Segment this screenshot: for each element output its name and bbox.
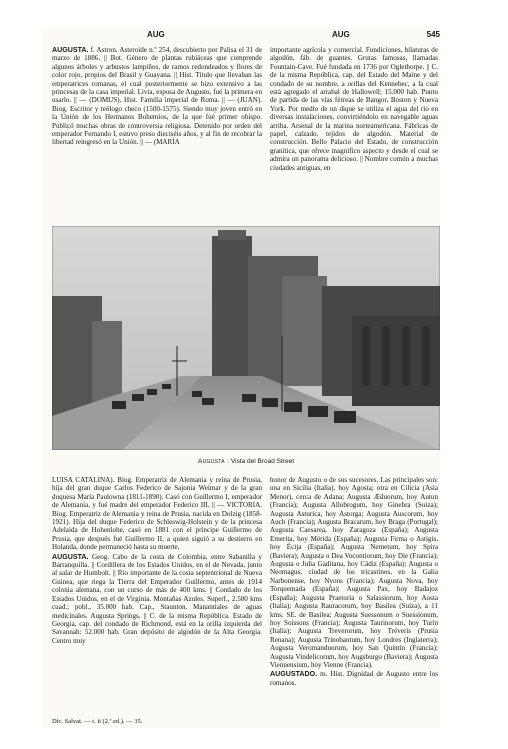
entry-text: m. Hist. Dignidad de Augusto entre los romanos. [270,670,438,687]
column-bottom-right [270,476,438,716]
headword: AUGUSTADO. [270,670,318,679]
entry-text: f. Astron. Asteroide n.º 254, descubierto por Palisa el 31 de marzo de 1886. || Bot. Género de plantas rubiáceas que comprende algunos árboles y arbustos lampiños, de ramos redondeados y flores de color rojo, propios del Brasil y Guayana. || Hist. Título que llevaban las emperatrices romanas, el cual posteriormente se hizo extensivo a las princesas de la casa imperial. Livia, esposa de Augusto, fué la primera en usarlo. || — (DOMUS). Hist. Familia imperial de Roma. || — (JUAN). Biog. Escritor y teólogo checo (1500-1575). Siendo muy joven entró en la Unión de los Hermanos Bohemios, de la que fué primer obispo. Publicó muchas obras de controversia religiosa. Detenido por orden del emperador Fernando I, estuvo preso dieciséis años, y al fin de recobrar la libertad reingresó en la Unión. || — (MARÍA [52,46,262,147]
running-header [42,28,440,42]
entry-continuation: importante agrícola y comercial. Fundiciones, hilaturas de algodón, fáb. de guantes. Grutas famosas, llamadas Fountain-Cave. Fué fundada en 1736 por Oglethorpe. || C. de la misma República, cap. del Estado del Maine y del condado de su nombre, a orillas del Kennebec, a la cual está agregado el arrabal de Hallowell; 15.000 hab. Punto de partida de las vías férreas de Bangor, Boston y Nueva York. Por medio de un dique se utiliza el agua del río en diversas instalaciones, convirtiéndolo en navegable aguas arriba. Arsenal de la marina norteamericana. Fábricas de papel, calzado, tejidos de algodón. Material de construcción. Bello Palacio del Estado, de construcción granítica, que ofrece magnífico aspecto y desde el cual se admira un panorama delicioso. || Nombre común a muchas ciudades antiguas, en [270,46,438,172]
entry-augusta-geog [52,553,262,645]
entry-text: Geog. Cabo de la costa de Colombia, entre Sabanilla y Barranquilla. || Cordillera de los Estados Unidos, en el de Nevada, junto al salar de Humbolt. || Río importante de la costa septentrional de Nueva Guinea, que riega la Tierra del Emperador Guillermo, antes de 1914 colonia alemana, con un curso de más de 400 kms. || Condado de los Estados Unidos, en el de Virginia. Montañas Azules. Superf., 2.500 kms cuad.; pobl., 35.000 hab. Cap., Staunton. Manantiales de aguas medicinales. Augusta Springs. || C. de la misma República. Estado de Georgia, cap. del condado de Richmond, está en la orilla izquierda del Savannah: 52.000 hab. Gran depósito de algodón de la Alta Georgia. Centro muy [52,552,262,645]
figure-caption [52,458,440,465]
entry-maria-luisa: LUISA CATALINA). Biog. Emperatriz de Alemania y reina de Prusia, hija del gran duque Carlos Federico de Sajonia Weimar y de la gran duquesa María Paulowna (1811-1890). Casó con Guillermo I, emperador de Alemania, y fué madre del emperador Federico III. || — VICTORIA. Biog. Emperatriz de Alemania y reina de Prusia, nacida en Dolzig (1858-1921). Hija del duque Federico de Schleswig-Holstein y de la princesa Adelaida de Hohenlohe, casó en 1881 con el príncipe Guillermo de Prusia, que después fué Guillermo II, a quien siguió a su destierro en Holanda, donde permaneció hasta su muerte. [52,476,262,552]
entry-augusta-astron [52,46,262,147]
column-bottom-left [52,476,262,716]
headword: AUGUSTA. [52,46,89,54]
street-photo [52,226,440,450]
header-center: AUG [332,30,350,39]
footer-note: Dic. Salvat. — t. ii (2.ª ed.). — 35. [52,718,143,725]
broad-street-illustration [52,226,440,450]
caption-text: Vista del Broad Street [230,458,295,465]
entry-ancient-cities: honor de Augusto o de sus sucesores. Las principales son: una en Sicilia (Italia), hoy Agosta; otra en Cilicia (Asia Menor), cerca de Adana; Augusta Æduorum, hoy Autun (Francia); Augusta Allobrogum, hoy Ginebra (Suiza); Augusta Asturica, hoy Astorga; Augusta Auscorum, hoy Auch (Francia); Augusta Bracarum, hoy Braga (Portugal); Augusta Caesarea, hoy Zaragoza (España); Augusta Emerita, hoy Mérida (España); Augusta Firma o Astigis, hoy Écija (España); Augusta Nemetum, hoy Spira (Baviera); Augusta o Dea Vocontiorum, hoy Die (Francia); Augusta o Julia Gaditana, hoy Cádiz (España); Augusta o Neomagus, ciudad de los tricastinos, en la Galia Narbonense, hoy Nyons (Francia); Augusta Nova, hoy Torquemada (España); Augusta Pax, hoy Badajoz (España); Augusta Praetoria o Salassiorum, hoy Aosta (Italia); Augusta Rauracorum, hoy Basilea (Suiza), a 11 kms. SE. de Basilea; Augusta Suessonum o Suessionum, hoy Soissons (Francia); Augusta Taurinorum, hoy Turín (Italia); Augusta Treverorum, hoy Tréveris (Prusia Renana); Augusta Trinobantum, hoy Londres (Inglaterra); Augusta Veromanduorum, hoy San Quintín (Francia); Augusta Vindelicorum, hoy Augsburgo (Baviera); Augusta Viennensium, hoy Vienne (Francia). [270,476,438,669]
headword: AUGUSTA. [52,552,89,561]
dictionary-page [42,28,440,728]
entry-augustado [270,670,438,687]
page-number: 545 [426,30,440,39]
header-left: AUG [147,30,165,39]
caption-prefix: Augusta : [197,458,230,465]
